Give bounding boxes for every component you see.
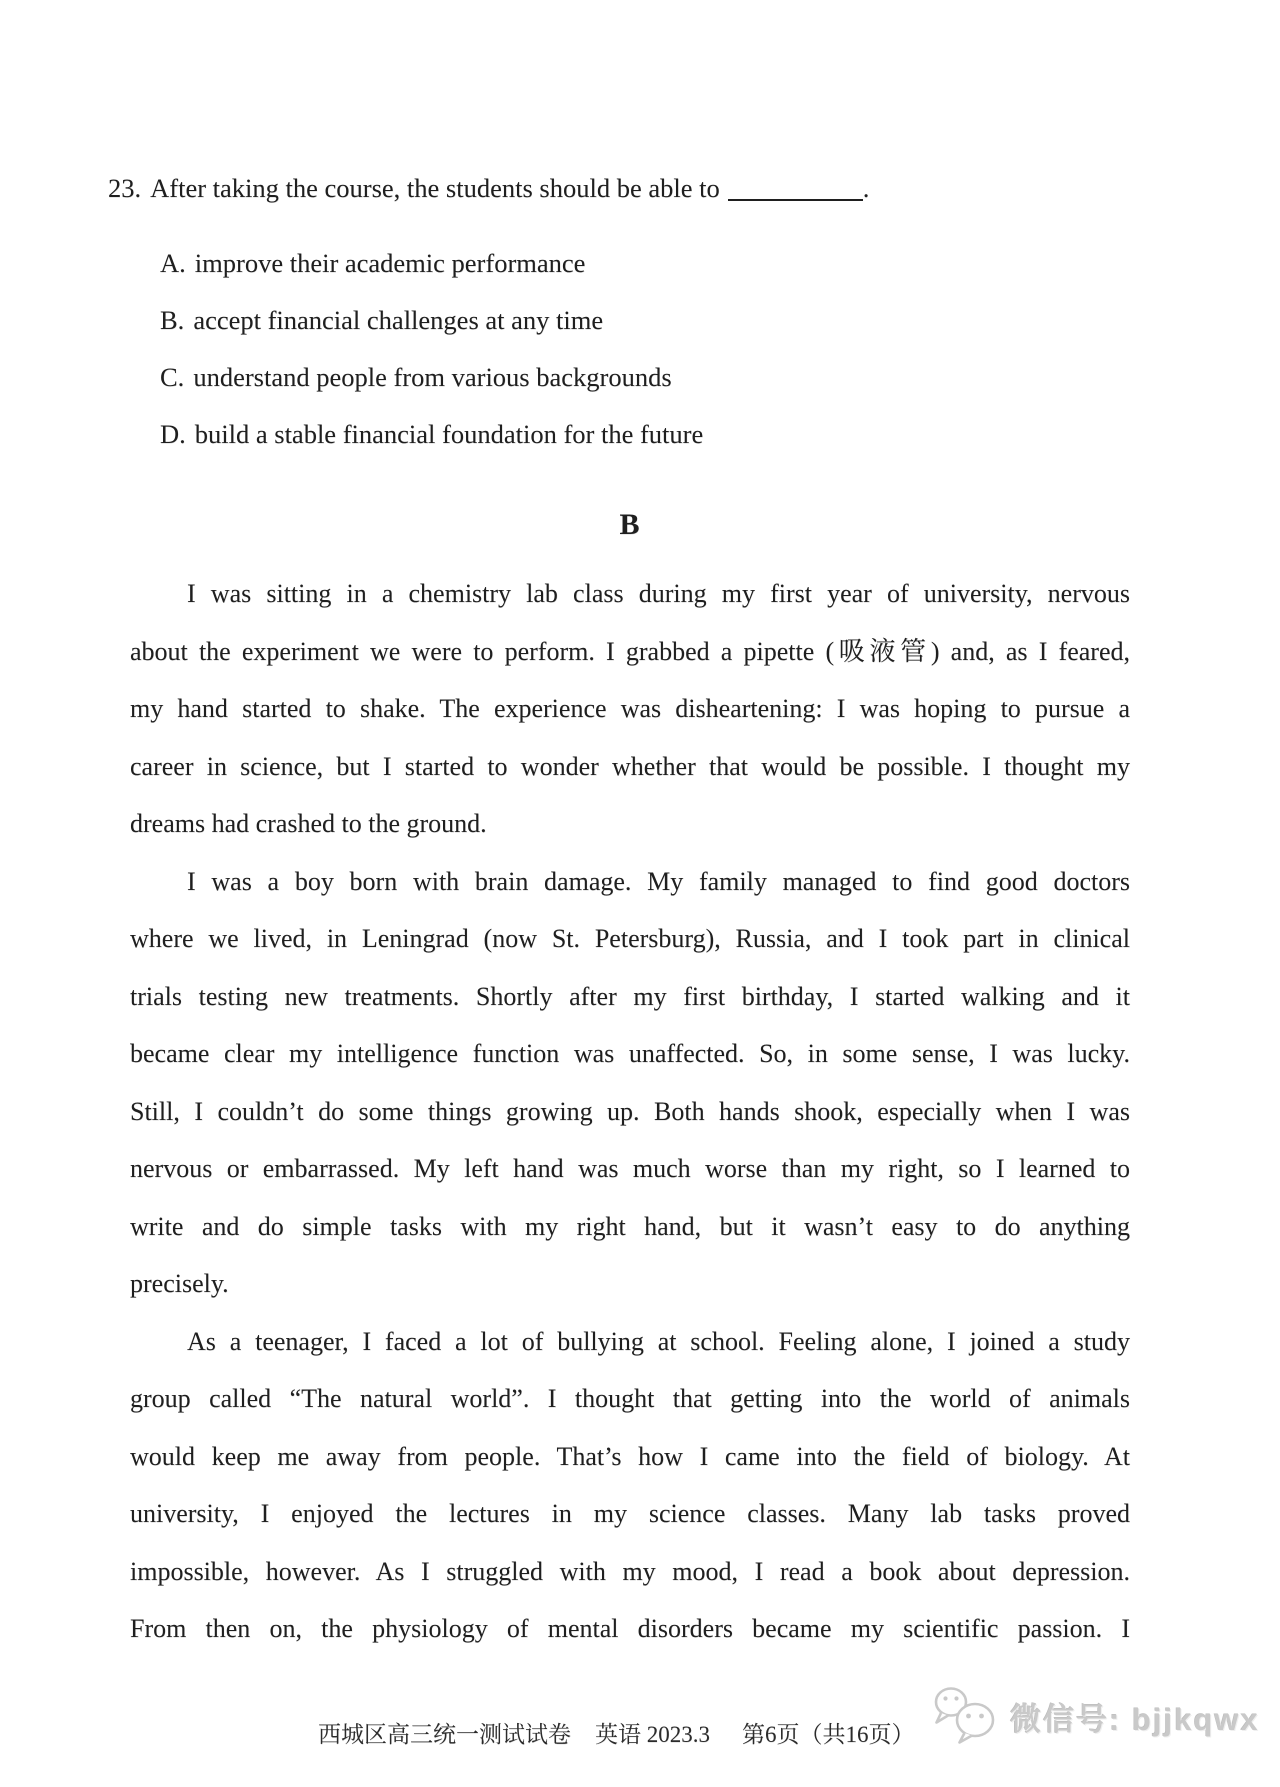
exam-subject: 英语 2023.3 bbox=[595, 1722, 710, 1747]
passage-line: From then on, the physiology of mental disorders became my scientific passion. I bbox=[130, 1614, 1130, 1643]
reading-passage bbox=[130, 565, 1130, 1658]
passage-line: where we lived, in Leningrad (now St. Petersburg), Russia, and I took part in clinical bbox=[130, 924, 1130, 953]
option-b-text: accept financial challenges at any time bbox=[193, 305, 604, 335]
question-stem-line bbox=[108, 168, 1128, 208]
passage-line: became clear my intelligence function was unaffected. So, in some sense, I was lucky. bbox=[130, 1039, 1130, 1068]
passage-line: trials testing new treatments. Shortly after my first birthday, I started walking and it bbox=[130, 981, 1130, 1011]
passage-line: Still, I couldn’t do some things growing up. Both hands shook, especially when I was bbox=[130, 1096, 1130, 1126]
wechat-watermark bbox=[930, 1684, 1260, 1748]
passage-line: precisely. bbox=[130, 1269, 229, 1298]
passage-line: about the experiment we were to perform. I grabbed a pipette (吸液管) and, as I feared, bbox=[130, 636, 1130, 666]
exam-title: 西城区高三统一测试试卷 bbox=[318, 1722, 571, 1747]
option-c bbox=[160, 358, 1128, 396]
passage-line: write and do simple tasks with my right hand, but it wasn’t easy to do anything bbox=[130, 1211, 1130, 1241]
passage-line: impossible, however. As I struggled with my mood, I read a book about depression. bbox=[130, 1556, 1130, 1586]
passage-line: group called “The natural world”. I thought that getting into the world of animals bbox=[130, 1384, 1130, 1413]
options-list bbox=[160, 244, 1128, 453]
page-number: 第6页（共16页） bbox=[742, 1722, 915, 1747]
passage-line: would keep me away from people. That’s how I came into the field of biology. At bbox=[130, 1441, 1130, 1471]
option-c-text: understand people from various backgrounds bbox=[193, 362, 672, 392]
option-c-label: C. bbox=[160, 362, 185, 392]
blank-period: . bbox=[862, 173, 870, 203]
passage-line: dreams had crashed to the ground. bbox=[130, 809, 487, 838]
passage-line: I was a boy born with brain damage. My family managed to find good doctors bbox=[187, 866, 1130, 896]
option-d-text: build a stable financial foundation for the future bbox=[194, 419, 704, 449]
passage-line: university, I enjoyed the lectures in my science classes. Many lab tasks proved bbox=[130, 1499, 1130, 1528]
passage-line: I was sitting in a chemistry lab class during my first year of university, nervous bbox=[187, 579, 1130, 608]
option-a-text: improve their academic performance bbox=[194, 248, 586, 278]
watermark-text: 微信号: bjjkqwx bbox=[1010, 1701, 1260, 1737]
passage-line: career in science, but I started to wonder whether that would be possible. I thought my bbox=[130, 751, 1130, 781]
option-d bbox=[160, 415, 1128, 453]
wechat-icon bbox=[930, 1684, 1002, 1748]
option-a-label: A. bbox=[160, 248, 186, 278]
answer-blank bbox=[728, 177, 863, 201]
passage-line: nervous or embarrassed. My left hand was much worse than my right, so I learned to bbox=[130, 1154, 1130, 1183]
page-footer bbox=[318, 1710, 915, 1760]
option-d-label: D. bbox=[160, 419, 186, 449]
section-b-heading: B bbox=[619, 508, 641, 541]
question-23 bbox=[108, 168, 1128, 453]
passage-line: As a teenager, I faced a lot of bullying at school. Feeling alone, I joined a study bbox=[187, 1326, 1130, 1356]
question-stem: After taking the course, the students should be able to bbox=[150, 173, 720, 203]
option-b bbox=[160, 301, 1128, 339]
question-number: 23. bbox=[108, 173, 142, 203]
option-a bbox=[160, 244, 1128, 282]
option-b-label: B. bbox=[160, 305, 185, 335]
passage-line: my hand started to shake. The experience was disheartening: I was hoping to pursue a bbox=[130, 694, 1130, 723]
